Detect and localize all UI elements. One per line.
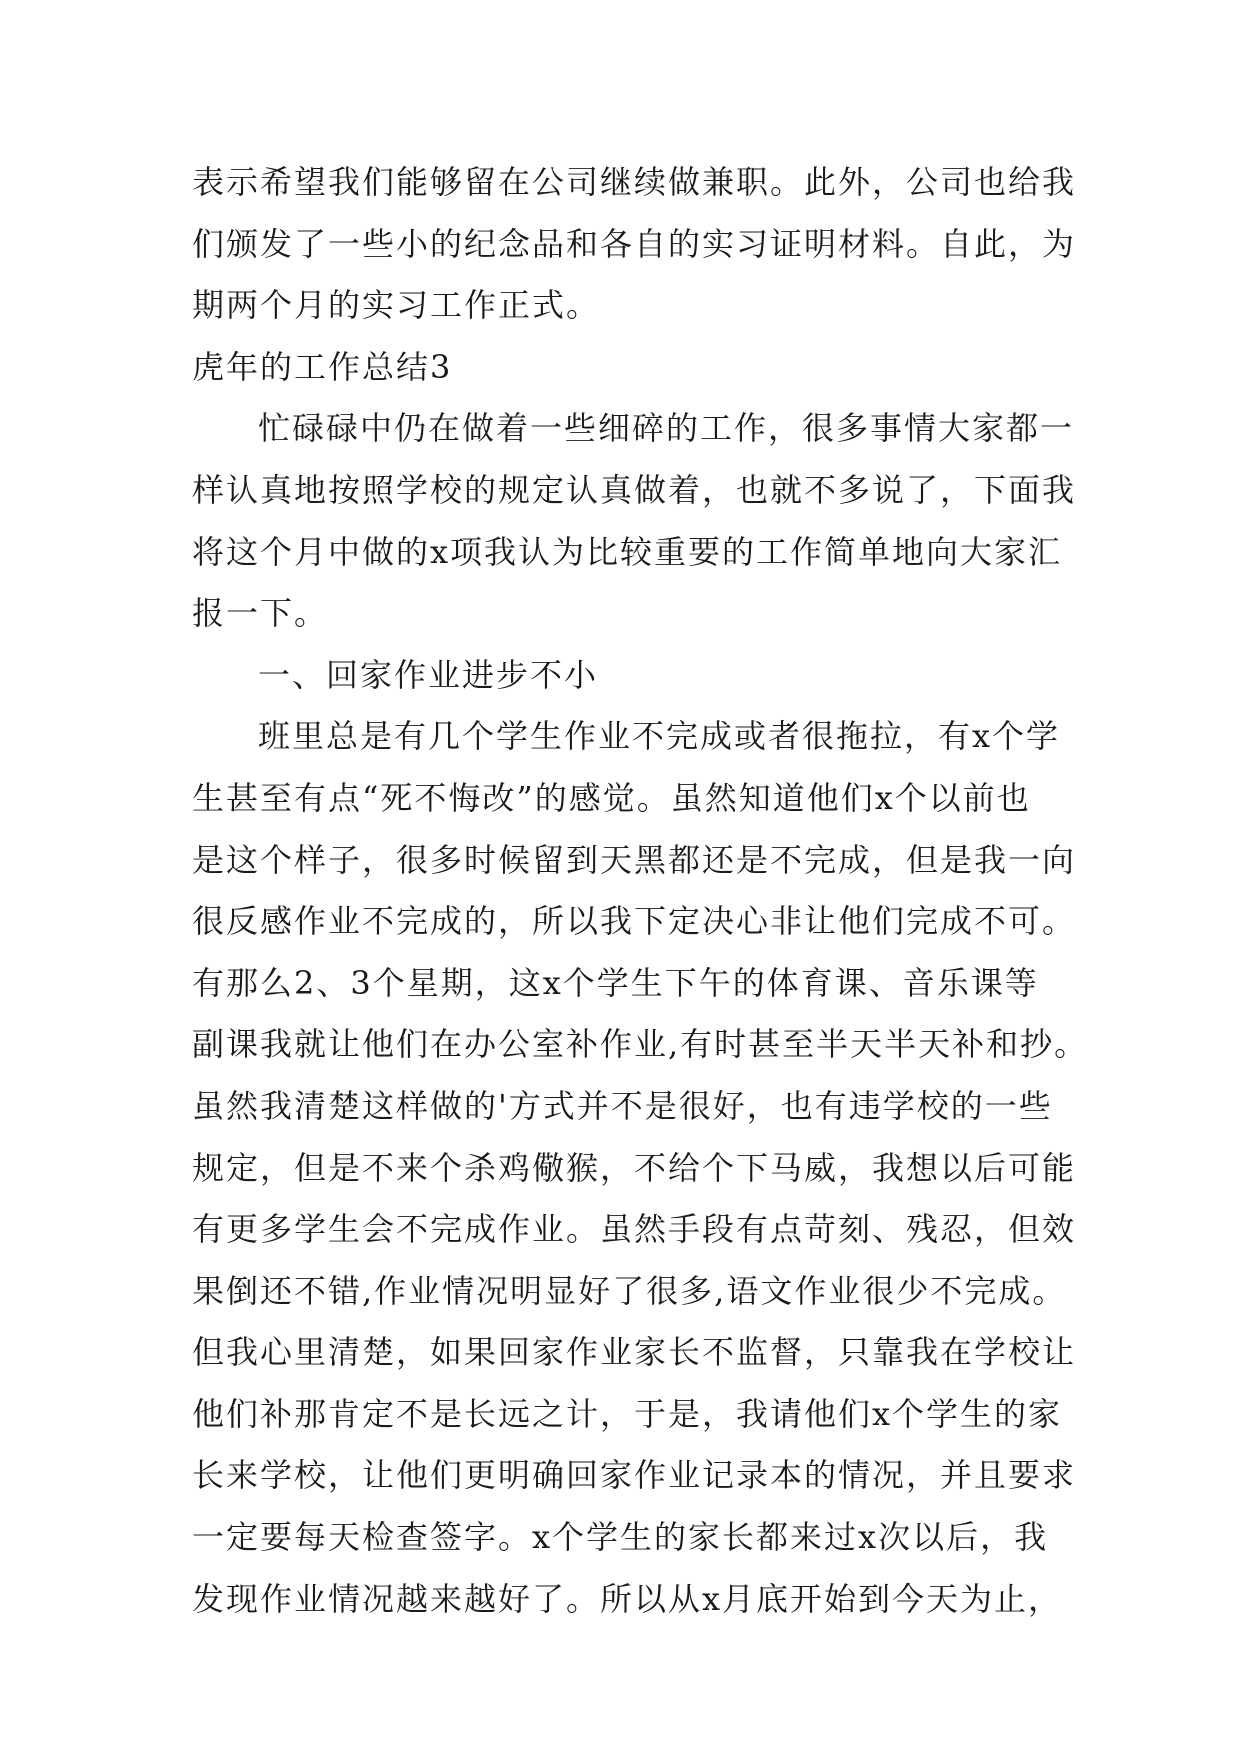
text-line: 一定要每天检查签字。x个学生的家长都来过x次以后，我 xyxy=(192,1518,1049,1557)
text-line: 表示希望我们能够留在公司继续做兼职。此外，公司也给我 xyxy=(192,163,1077,201)
text-line: 将这个月中做的x项我认为比较重要的工作简单地向大家汇 xyxy=(192,532,1063,571)
text-line: 班里总是有几个学生作业不完成或者很拖拉，有x个学 xyxy=(258,717,1061,756)
text-line: 规定，但是不来个杀鸡儆猴，不给个下马威，我想以后可能 xyxy=(192,1148,1077,1187)
text-line: 副课我就让他们在办公室补作业,有时甚至半天半天补和抄。 xyxy=(192,1025,1089,1064)
section-heading: 虎年的工作总结3 xyxy=(192,347,453,386)
text-line: 虽然我清楚这样做的'方式并不是很好，也有违学校的一些 xyxy=(192,1086,1053,1125)
text-line: 生甚至有点“死不悔改”的感觉。虽然知道他们x个以前也 xyxy=(192,778,1031,817)
text-line: 发现作业情况越来越好了。所以从x月底开始到今天为止， xyxy=(192,1579,1063,1618)
text-line: 果倒还不错,作业情况明显好了很多,语文作业很少不完成。 xyxy=(192,1271,1067,1310)
subsection-heading: 一、回家作业进步不小 xyxy=(258,655,599,694)
text-line: 有那么2、3个星期，这x个学生下午的体育课、音乐课等 xyxy=(192,963,1039,1002)
document-body xyxy=(192,152,1089,1630)
text-line: 但我心里清楚，如果回家作业家长不监督，只靠我在学校让 xyxy=(192,1333,1077,1372)
text-line: 样认真地按照学校的规定认真做着，也就不多说了，下面我 xyxy=(192,470,1077,509)
text-line: 是这个样子，很多时候留到天黑都还是不完成，但是我一向 xyxy=(192,840,1077,879)
text-line: 很反感作业不完成的，所以我下定决心非让他们完成不可。 xyxy=(192,902,1077,941)
text-line: 期两个月的实习工作正式。 xyxy=(192,286,601,325)
text-line: 长来学校，让他们更明确回家作业记录本的情况，并且要求 xyxy=(192,1456,1077,1495)
text-line: 有更多学生会不完成作业。虽然手段有点苛刻、残忍，但效 xyxy=(192,1210,1077,1249)
text-line: 他们补那肯定不是长远之计，于是，我请他们x个学生的家 xyxy=(192,1394,1063,1433)
text-line: 忙碌碌中仍在做着一些细碎的工作，很多事情大家都一 xyxy=(258,409,1075,448)
text-line: 们颁发了一些小的纪念品和各自的实习证明材料。自此，为 xyxy=(192,224,1077,263)
text-line: 报一下。 xyxy=(192,594,329,633)
